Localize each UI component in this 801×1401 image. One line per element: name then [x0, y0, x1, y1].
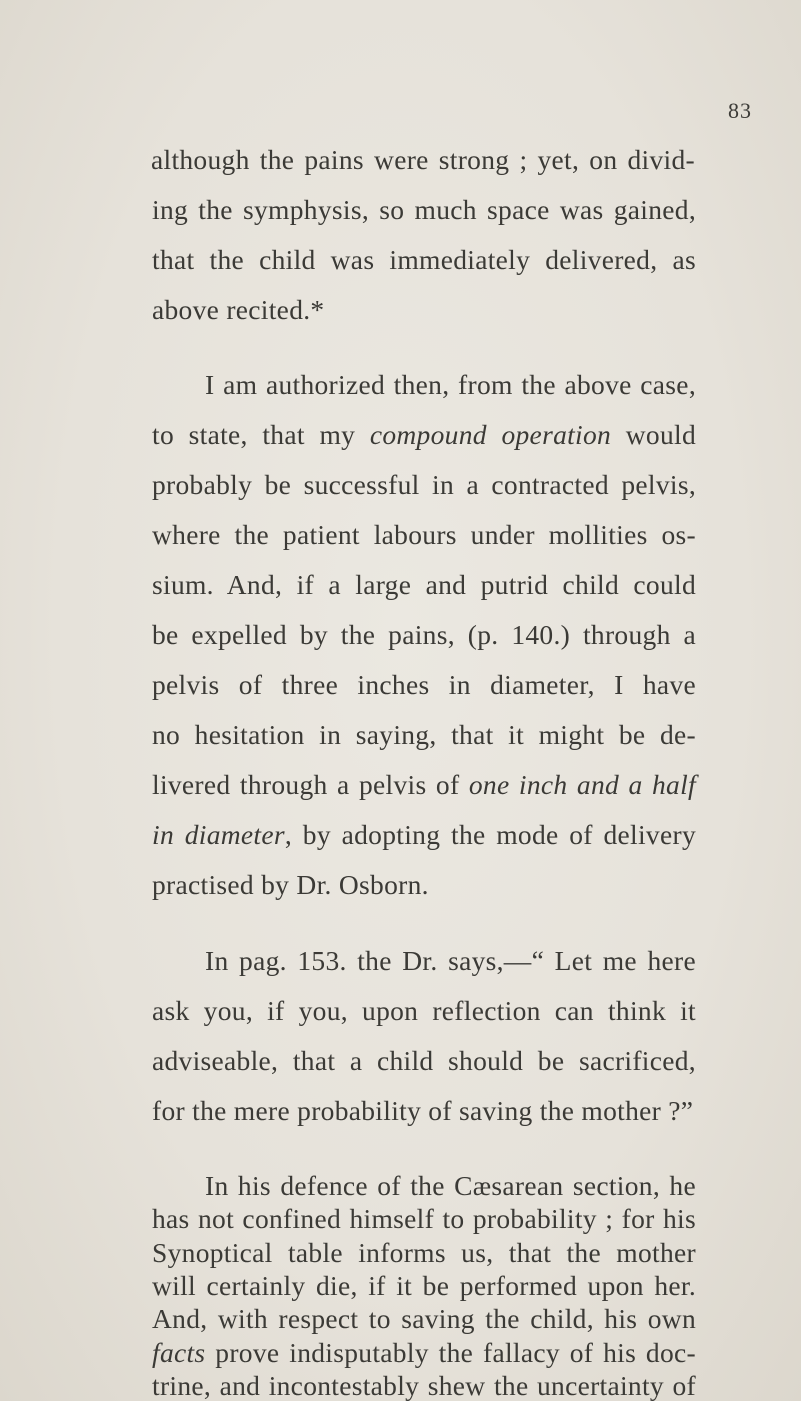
- text-line: to state, that my compound operation would: [152, 419, 697, 450]
- text-line: be expelled by the pains, (p. 140.) through a: [152, 619, 696, 650]
- text-line: no hesitation in saying, that it might be de-: [152, 719, 696, 750]
- text-line: Synoptical table informs us, that the mother: [152, 1236, 696, 1268]
- text-line: ask you, if you, upon reflection can think it: [152, 995, 696, 1026]
- text-line: facts prove indisputably the fallacy of his doc-: [152, 1336, 696, 1368]
- text-line: where the patient labours under mollities os-: [152, 519, 696, 550]
- text-line: that the child was immediately delivered, as: [152, 244, 696, 275]
- text-line: In his defence of the Cæsarean section, he: [205, 1170, 696, 1201]
- page-number: 83: [728, 98, 752, 123]
- text-line: practised by Dr. Osborn.: [152, 869, 429, 900]
- text-line: above recited.*: [152, 294, 325, 325]
- text-line: has not confined himself to probability ; for his: [152, 1203, 696, 1235]
- text-line: I am authorized then, from the above case,: [205, 369, 696, 400]
- text-line: probably be successful in a contracted pelvis,: [152, 469, 696, 500]
- text-line: adviseable, that a child should be sacrificed,: [152, 1045, 696, 1076]
- text-line: trine, and incontestably shew the uncertainty of: [152, 1370, 696, 1401]
- text-line: will certainly die, if it be performed upon her.: [152, 1270, 696, 1301]
- text-line: pelvis of three inches in diameter, I have: [152, 669, 696, 700]
- text-line: And, with respect to saving the child, his own: [152, 1303, 696, 1335]
- text-line: for the mere probability of saving the mother ?”: [152, 1095, 694, 1126]
- text-line: ing the symphysis, so much space was gained,: [152, 194, 696, 225]
- text-line: livered through a pelvis of one inch and a half: [152, 769, 696, 800]
- text-line: sium. And, if a large and putrid child could: [152, 569, 696, 600]
- text-line: In pag. 153. the Dr. says,—“ Let me here: [205, 945, 696, 976]
- text-line: although the pains were strong ; yet, on divid-: [151, 144, 695, 175]
- text-line: in diameter, by adopting the mode of delivery: [152, 819, 697, 850]
